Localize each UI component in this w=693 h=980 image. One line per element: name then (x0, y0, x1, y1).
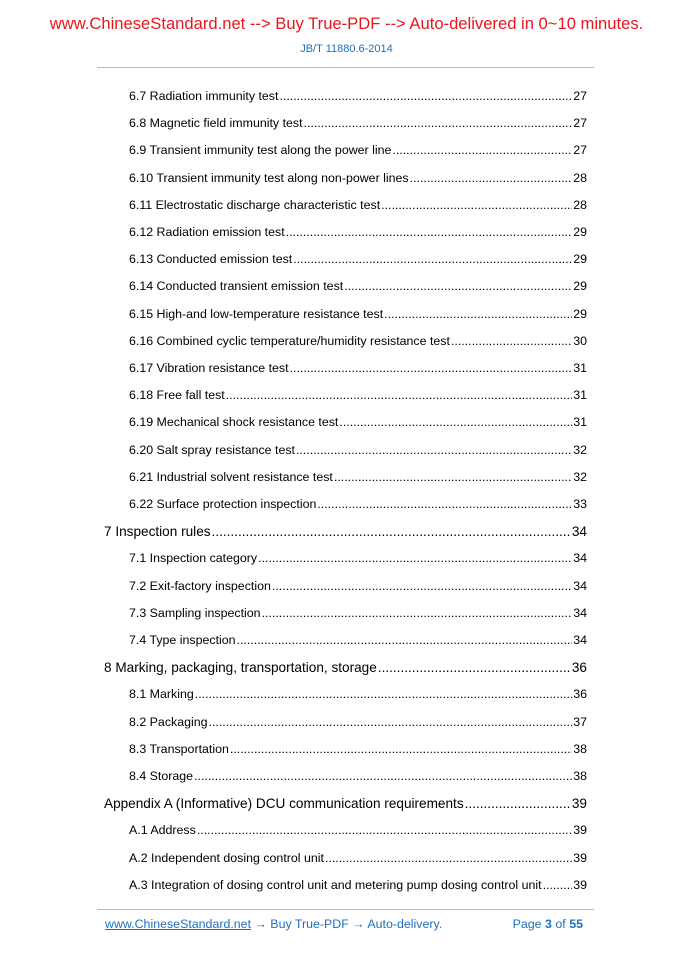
toc-entry-page: 37 (573, 714, 587, 729)
toc-entry[interactable] (129, 715, 587, 729)
toc-dot-leader (410, 171, 573, 185)
toc-entry[interactable] (129, 551, 587, 565)
toc-entry[interactable] (129, 252, 587, 266)
toc-entry-page: 31 (573, 388, 587, 403)
toc-dot-leader (325, 851, 572, 865)
toc-dot-leader (286, 225, 573, 239)
toc-entry-page: 38 (573, 741, 587, 756)
toc-dot-leader (339, 415, 572, 429)
toc-entry[interactable] (129, 279, 587, 293)
toc-entry[interactable] (129, 443, 587, 457)
toc-entry-page: 31 (573, 361, 587, 375)
toc-entry-page: 33 (573, 497, 587, 511)
toc-entry[interactable] (129, 334, 587, 348)
toc-entry-page: 27 (573, 143, 587, 158)
toc-entry[interactable] (129, 606, 587, 620)
page-indicator (513, 917, 583, 931)
toc-dot-leader (197, 823, 572, 837)
footer-buy-text: → Buy True-PDF → Auto-delivery. (251, 917, 443, 931)
toc-entry-page: 36 (573, 687, 587, 702)
toc-entry-title: 8.2 Packaging (129, 714, 208, 729)
toc-entry-page: 27 (573, 89, 587, 103)
toc-entry-title: 8 Marking, packaging, transportation, storage (104, 660, 377, 676)
footer-divider (97, 909, 594, 910)
toc-entry-page: 30 (573, 333, 587, 348)
toc-entry-title: 6.21 Industrial solvent resistance test (129, 469, 333, 484)
toc-entry[interactable] (129, 878, 587, 892)
toc-dot-leader (230, 742, 572, 756)
toc-entry-page: 39 (573, 850, 587, 865)
toc-entry[interactable] (129, 225, 587, 239)
toc-entry[interactable] (129, 497, 587, 511)
toc-entry[interactable] (104, 660, 587, 675)
toc-entry-title: 6.17 Vibration resistance test (129, 361, 289, 375)
toc-entry-title: 7.1 Inspection category (129, 551, 258, 566)
toc-entry-page: 34 (573, 551, 587, 566)
toc-dot-leader (258, 551, 572, 565)
toc-dot-leader (290, 361, 573, 375)
toc-entry[interactable] (129, 687, 587, 701)
toc-dot-leader (293, 252, 572, 266)
toc-entry-title: 6.10 Transient immunity test along non-power lines (129, 170, 409, 185)
toc-entry[interactable] (129, 388, 587, 402)
toc-entry-page: 36 (571, 660, 587, 676)
document-code: JB/T 11880.6-2014 (300, 43, 393, 55)
toc-entry[interactable] (129, 579, 587, 593)
of-label: of (555, 917, 566, 931)
toc-dot-leader (384, 307, 572, 321)
toc-entry-page: 28 (573, 197, 587, 212)
toc-entry-page: 39 (571, 796, 587, 812)
toc-entry-title: 7.3 Sampling inspection (129, 605, 261, 620)
toc-entry-page: 29 (573, 225, 587, 239)
toc-entry-title: Appendix A (Informative) DCU communication requirements (104, 796, 464, 812)
toc-entry[interactable] (129, 742, 587, 756)
toc-entry-title: 6.7 Radiation immunity test (129, 89, 279, 103)
toc-entry-page: 32 (573, 442, 587, 457)
toc-dot-leader (381, 198, 572, 212)
toc-dot-leader (194, 769, 572, 783)
toc-entry-title: 6.15 High-and low-temperature resistance test (129, 306, 384, 321)
toc-entry-title: A.2 Independent dosing control unit (129, 850, 324, 865)
toc-entry-title: 6.12 Radiation emission test (129, 225, 285, 239)
toc-entry[interactable] (104, 796, 587, 811)
toc-entry-title: 6.18 Free fall test (129, 388, 225, 403)
toc-entry[interactable] (104, 524, 587, 539)
toc-entry-title: 8.4 Storage (129, 769, 194, 783)
toc-entry-page: 38 (573, 769, 587, 783)
toc-entry-title: A.1 Address (129, 823, 196, 838)
toc-dot-leader (296, 443, 572, 457)
toc-entry-title: 8.3 Transportation (129, 741, 229, 756)
toc-entry-page: 39 (573, 877, 587, 892)
toc-entry-page: 27 (573, 116, 587, 131)
total-pages: 55 (569, 917, 583, 931)
toc-dot-leader (392, 143, 572, 157)
top-banner: www.ChineseStandard.net --> Buy True-PDF --> Auto-delivered in 0~10 minutes. (49, 14, 644, 33)
toc-dot-leader (262, 606, 573, 620)
toc-entry-page: 34 (573, 605, 587, 620)
toc-entry[interactable] (129, 769, 587, 783)
toc-dot-leader (272, 579, 572, 593)
toc-entry[interactable] (129, 633, 587, 647)
toc-entry[interactable] (129, 823, 587, 837)
toc-entry-title: 6.16 Combined cyclic temperature/humidity resistance test (129, 333, 450, 348)
toc-entry-page: 34 (571, 524, 587, 540)
toc-entry-page: 34 (573, 633, 587, 647)
toc-dot-leader (378, 660, 571, 675)
toc-dot-leader (304, 116, 573, 130)
toc-entry[interactable] (129, 307, 587, 321)
toc-entry-title: 6.13 Conducted emission test (129, 252, 293, 267)
toc-entry-page: 28 (573, 170, 587, 185)
toc-entry-title: 6.9 Transient immunity test along the power line (129, 143, 392, 158)
toc-dot-leader (279, 89, 572, 103)
toc-dot-leader (344, 279, 572, 293)
toc-entry-page: 32 (573, 469, 587, 484)
toc-entry-title: 6.11 Electrostatic discharge characteristic test (129, 197, 381, 212)
toc-entry-page: 31 (573, 415, 587, 430)
toc-entry[interactable] (129, 143, 587, 157)
toc-entry-title: A.3 Integration of dosing control unit and metering pump dosing control unit (129, 877, 542, 892)
toc-entry[interactable] (129, 851, 587, 865)
toc-entry-title: 6.14 Conducted transient emission test (129, 279, 344, 294)
toc-entry-page: 39 (573, 823, 587, 838)
toc-dot-leader (195, 687, 572, 701)
toc-dot-leader (317, 497, 572, 511)
footer-left (105, 917, 442, 931)
toc-entry-page: 29 (573, 252, 587, 267)
toc-entry[interactable] (129, 470, 587, 484)
toc-dot-leader (543, 878, 573, 892)
toc-entry-title: 6.22 Surface protection inspection (129, 497, 317, 511)
toc-entry-page: 29 (573, 279, 587, 294)
toc-dot-leader (465, 796, 571, 811)
toc-entry-title: 6.20 Salt spray resistance test (129, 442, 295, 457)
page-label: Page (512, 917, 542, 931)
toc-entry-title: 8.1 Marking (129, 687, 194, 702)
toc-entry[interactable] (129, 171, 587, 185)
toc-dot-leader (237, 633, 573, 647)
toc-dot-leader (451, 334, 572, 348)
toc-entry-title: 7.4 Type inspection (129, 633, 236, 647)
toc-entry[interactable] (129, 415, 587, 429)
toc-entry-title: 7 Inspection rules (104, 524, 211, 540)
toc-entry-title: 6.8 Magnetic field immunity test (129, 116, 303, 131)
toc-entry-title: 7.2 Exit-factory inspection (129, 578, 271, 593)
toc-dot-leader (212, 524, 571, 539)
toc-entry-page: 34 (573, 578, 587, 593)
toc-dot-leader (209, 715, 573, 729)
toc-entry-page: 29 (573, 306, 587, 321)
toc-entry[interactable] (129, 89, 587, 103)
toc-entry[interactable] (129, 198, 587, 212)
current-page-number: 3 (545, 917, 552, 931)
toc-dot-leader (334, 470, 572, 484)
toc-dot-leader (226, 388, 572, 402)
toc-entry-title: 6.19 Mechanical shock resistance test (129, 415, 339, 430)
footer-website-link[interactable]: www.ChineseStandard.net (105, 917, 252, 931)
toc-entry[interactable] (129, 361, 587, 375)
toc-entry[interactable] (129, 116, 587, 130)
